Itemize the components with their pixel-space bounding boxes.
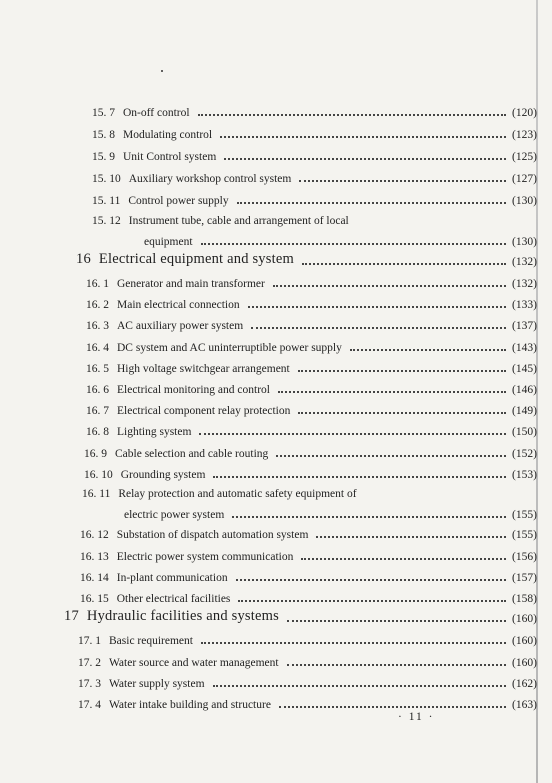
- dot-leader: [237, 202, 506, 204]
- entry-page: (132): [512, 256, 537, 268]
- toc-entry: [0, 519, 552, 541]
- entry-title: Substation of dispatch automation system: [116, 529, 309, 541]
- entry-page: (125): [512, 151, 537, 163]
- toc-entry: [0, 395, 552, 417]
- toc-entry: [0, 438, 552, 460]
- entry-page: (145): [512, 363, 537, 375]
- toc-entry: [0, 310, 552, 332]
- entry-number: 17. 4: [78, 699, 101, 711]
- dot-leader: [201, 642, 506, 644]
- entry-page: (152): [512, 448, 537, 460]
- toc-entry: [0, 185, 552, 207]
- dot-leader: [224, 158, 506, 160]
- toc-entry-continuation: [0, 226, 552, 248]
- toc-entry: [0, 562, 552, 584]
- entry-title: Modulating control: [123, 129, 213, 141]
- entry-number: 15. 11: [92, 195, 121, 207]
- entry-title: Water intake building and structure: [109, 699, 271, 711]
- toc-entry: [0, 625, 552, 647]
- toc-entry: [0, 163, 552, 185]
- entry-number: 16. 12: [80, 529, 109, 541]
- toc-entry: [0, 689, 552, 711]
- page-number: · 11 ·: [398, 711, 435, 723]
- dot-leader: [248, 306, 506, 308]
- entry-number: 15. 12: [92, 215, 121, 227]
- chapter-title: Electrical equipment and system: [98, 251, 294, 267]
- dot-leader: [279, 706, 506, 708]
- entry-number: 16. 7: [86, 405, 109, 417]
- toc-entry: [0, 374, 552, 396]
- toc-entry: [0, 478, 552, 500]
- entry-page: (143): [512, 342, 537, 354]
- entry-page: (155): [512, 529, 537, 541]
- entry-title: Main electrical connection: [117, 299, 240, 311]
- dot-leader: [299, 180, 506, 182]
- toc-entry: [0, 205, 552, 227]
- entry-page: (157): [512, 572, 537, 584]
- entry-number: 16. 2: [86, 299, 109, 311]
- entry-number: 15. 9: [92, 151, 115, 163]
- toc-entry: [0, 97, 552, 119]
- entry-number: 16. 9: [84, 448, 107, 460]
- dot-leader: [213, 685, 506, 687]
- entry-number: 17. 2: [78, 657, 101, 669]
- toc-entry: [0, 583, 552, 605]
- toc-entry: [0, 289, 552, 311]
- toc-entry: [0, 541, 552, 563]
- entry-title: Electric power system communication: [116, 551, 294, 563]
- entry-page: (155): [512, 509, 537, 521]
- entry-number: 16. 5: [86, 363, 109, 375]
- entry-number: 16. 11: [82, 488, 111, 500]
- entry-page: (150): [512, 426, 537, 438]
- entry-number: 16. 13: [80, 551, 109, 563]
- entry-title: Generator and main transformer: [117, 278, 265, 290]
- entry-title: Lighting system: [117, 426, 192, 438]
- entry-title-continuation: electric power system: [124, 509, 225, 521]
- entry-page: (162): [512, 678, 537, 690]
- entry-number: 16. 15: [80, 593, 109, 605]
- entry-title: Cable selection and cable routing: [115, 448, 269, 460]
- entry-title: Basic requirement: [109, 635, 193, 647]
- print-speck: [161, 70, 163, 72]
- entry-number: 15. 8: [92, 129, 115, 141]
- entry-title: Other electrical facilities: [116, 593, 231, 605]
- dot-leader: [278, 391, 506, 393]
- dot-leader: [236, 579, 506, 581]
- dot-leader: [199, 433, 506, 435]
- dot-leader: [276, 455, 506, 457]
- entry-number: 16. 3: [86, 320, 109, 332]
- entry-title: In-plant communication: [116, 572, 228, 584]
- entry-number: 17. 3: [78, 678, 101, 690]
- dot-leader: [298, 370, 506, 372]
- dot-leader: [287, 620, 506, 622]
- entry-title: Water supply system: [109, 678, 205, 690]
- entry-page: (130): [512, 236, 537, 248]
- entry-number: 16. 6: [86, 384, 109, 396]
- entry-title: Instrument tube, cable and arrangement of local: [128, 215, 349, 227]
- entry-title: Unit Control system: [123, 151, 217, 163]
- entry-page: (120): [512, 107, 537, 119]
- dot-leader: [301, 558, 506, 560]
- entry-page: (149): [512, 405, 537, 417]
- entry-page: (153): [512, 469, 537, 481]
- toc-entry-continuation: [0, 499, 552, 521]
- toc-entry: [0, 332, 552, 354]
- entry-title: High voltage switchgear arrangement: [117, 363, 290, 375]
- entry-number: 16. 10: [84, 469, 113, 481]
- entry-number: 16. 4: [86, 342, 109, 354]
- entry-number: 15. 7: [92, 107, 115, 119]
- chapter-title: Hydraulic facilities and systems: [86, 608, 279, 624]
- entry-number: 16. 1: [86, 278, 109, 290]
- dot-leader: [251, 327, 506, 329]
- entry-page: (160): [512, 657, 537, 669]
- dot-leader: [201, 243, 506, 245]
- toc-entry: [0, 647, 552, 669]
- entry-page: (160): [512, 613, 537, 625]
- toc-entry: [0, 416, 552, 438]
- entry-title: Water source and water management: [109, 657, 279, 669]
- dot-leader: [198, 114, 506, 116]
- dot-leader: [316, 536, 506, 538]
- entry-page: (130): [512, 195, 537, 207]
- toc-chapter: [0, 603, 552, 625]
- dot-leader: [238, 600, 506, 602]
- entry-title: Grounding system: [120, 469, 206, 481]
- entry-number: 16. 14: [80, 572, 109, 584]
- entry-number: 15. 10: [92, 173, 121, 185]
- dot-leader: [232, 516, 506, 518]
- entry-title: AC auxiliary power system: [117, 320, 244, 332]
- dot-leader: [302, 263, 506, 265]
- toc-chapter: [0, 246, 552, 268]
- entry-page: (123): [512, 129, 537, 141]
- chapter-number: 16: [76, 251, 91, 267]
- entry-title: On-off control: [123, 107, 190, 119]
- dot-leader: [298, 412, 506, 414]
- toc-entry: [0, 119, 552, 141]
- entry-title: DC system and AC uninterruptible power supply: [117, 342, 342, 354]
- toc-entry: [0, 141, 552, 163]
- entry-title: Electrical component relay protection: [117, 405, 291, 417]
- entry-title-continuation: equipment: [144, 236, 193, 248]
- entry-title: Control power supply: [128, 195, 229, 207]
- entry-title: Auxiliary workshop control system: [128, 173, 292, 185]
- entry-page: (146): [512, 384, 537, 396]
- dot-leader: [273, 285, 506, 287]
- entry-page: (132): [512, 278, 537, 290]
- entry-title: Electrical monitoring and control: [117, 384, 270, 396]
- entry-page: (163): [512, 699, 537, 711]
- entry-page: (156): [512, 551, 537, 563]
- chapter-number: 17: [64, 608, 79, 624]
- entry-page: (158): [512, 593, 537, 605]
- entry-title: Relay protection and automatic safety equipment of: [118, 488, 357, 500]
- entry-number: 17. 1: [78, 635, 101, 647]
- entry-number: 16. 8: [86, 426, 109, 438]
- toc-entry: [0, 668, 552, 690]
- dot-leader: [220, 136, 506, 138]
- toc-entry: [0, 268, 552, 290]
- entry-page: (133): [512, 299, 537, 311]
- entry-page: (160): [512, 635, 537, 647]
- toc-entry: [0, 353, 552, 375]
- dot-leader: [287, 664, 506, 666]
- entry-page: (127): [512, 173, 537, 185]
- entry-page: (137): [512, 320, 537, 332]
- dot-leader: [350, 349, 506, 351]
